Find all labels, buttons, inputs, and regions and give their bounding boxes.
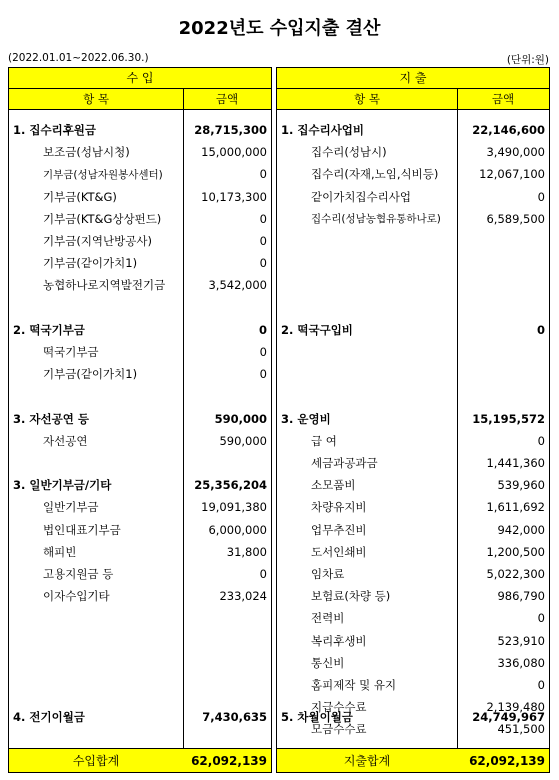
income-row-label: 기부금(지역난방공사)	[43, 234, 152, 248]
expense-row-label: 전력비	[311, 611, 345, 626]
income-row	[9, 230, 271, 252]
income-row	[9, 319, 271, 341]
expense-row	[277, 408, 549, 430]
income-row-amount: 19,091,380	[201, 500, 267, 515]
income-row	[9, 563, 271, 585]
unit-label: (단위:원)	[506, 54, 549, 66]
expense-row	[277, 319, 549, 341]
expense-row-amount: 3,490,000	[486, 145, 545, 160]
income-row	[9, 341, 271, 363]
expense-total-row	[277, 748, 549, 772]
income-row-label: 기부금(같이가치1)	[43, 256, 138, 271]
income-total-amount: 62,092,139	[191, 753, 267, 768]
expense-row-label: 업무추진비	[311, 522, 367, 537]
expense-row-amount: 523,910	[497, 633, 545, 648]
income-row-amount: 25,356,204	[194, 478, 267, 493]
expense-row-amount: 539,960	[497, 478, 545, 493]
expense-row-label: 집수리(성남농협유통하나로)	[311, 213, 441, 226]
income-row-label: 떡국기부금	[43, 345, 99, 359]
expense-row-amount: 986,790	[497, 589, 545, 604]
expense-row-label: 모금수수료	[311, 722, 367, 737]
expense-col-item: 항 목	[354, 92, 380, 106]
income-row-amount: 0	[259, 234, 267, 248]
income-row-amount: 233,024	[219, 589, 267, 604]
income-row-label: 보조금(성남시청)	[43, 145, 130, 160]
expense-row	[277, 674, 549, 696]
expense-row	[277, 208, 549, 230]
income-row-amount: 0	[259, 167, 267, 182]
expense-row-label: 통신비	[311, 655, 345, 670]
income-col-item: 항 목	[83, 92, 109, 106]
expense-row	[277, 607, 549, 629]
income-row	[9, 186, 271, 208]
income-table	[8, 67, 272, 773]
expense-row-label: 차량유지비	[311, 500, 367, 515]
income-total-label: 수입합계	[72, 754, 120, 768]
expense-row-amount: 0	[537, 433, 545, 448]
expense-row-label: 3. 운영비	[281, 411, 331, 426]
expense-col-amount: 금액	[491, 92, 515, 106]
income-row-label: 고용지원금 등	[43, 567, 114, 581]
expense-row-amount: 0	[536, 322, 545, 337]
income-row-label: 자선공연	[43, 433, 88, 448]
income-row	[9, 430, 271, 452]
expense-row-amount: 5,022,300	[486, 567, 545, 581]
income-row-amount: 15,000,000	[201, 145, 267, 160]
expense-row-amount: 1,200,500	[486, 544, 545, 559]
expense-row-amount: 1,611,692	[486, 500, 545, 515]
income-row-amount: 28,715,300	[194, 123, 267, 137]
expense-row-amount: 15,195,572	[472, 411, 545, 426]
expense-total-amount: 62,092,139	[469, 753, 545, 768]
expense-carryover-row	[277, 706, 549, 728]
income-row-label: 해피빈	[43, 544, 77, 559]
expense-row-label: 집수리(성남시)	[311, 145, 387, 160]
income-row-amount: 590,000	[214, 411, 267, 426]
expense-row-amount: 451,500	[497, 722, 545, 737]
expense-row	[277, 496, 549, 518]
income-row-label: 1. 집수리후원금	[13, 123, 97, 137]
income-row-amount: 0	[259, 567, 267, 581]
income-col-amount: 금액	[215, 92, 239, 106]
income-row-label: 기부금(성남자원봉사센터)	[43, 168, 163, 181]
expense-row-label: 집수리(자재,노임,식비등)	[311, 167, 439, 182]
expense-row-label: 1. 집수리사업비	[281, 123, 365, 137]
expense-row-label: 보험료(차량 등)	[311, 589, 391, 604]
expense-row-amount: 0	[537, 611, 545, 626]
expense-row	[277, 652, 549, 674]
income-row-label: 기부금(같이가치1)	[43, 367, 138, 382]
expense-row	[277, 474, 549, 496]
income-row	[9, 541, 271, 563]
expense-row-amount: 336,080	[497, 655, 545, 670]
expense-row-label: 2. 떡국구입비	[281, 322, 353, 337]
income-row-label: 이자수입기타	[43, 589, 110, 604]
income-row-label: 기부금(KT&G)	[43, 189, 117, 204]
income-row-label: 기부금(KT&G상상펀드)	[43, 211, 162, 226]
expense-row	[277, 186, 549, 208]
expense-row	[277, 585, 549, 607]
income-row-amount: 10,173,300	[201, 189, 267, 204]
expense-carryover-label: 5. 차월이월금	[281, 710, 353, 724]
period-range: (2022.01.01~2022.06.30.)	[8, 52, 149, 64]
income-row-label: 일반기부금	[43, 500, 99, 515]
income-row-amount: 6,000,000	[208, 522, 267, 537]
income-row-label: 2. 떡국기부금	[13, 322, 85, 337]
expense-row-label: 소모품비	[311, 478, 356, 493]
income-row-label: 농협하나로지역발전기금	[43, 278, 166, 293]
income-row	[9, 363, 271, 385]
expense-row-label: 홈피제작 및 유지	[311, 678, 397, 692]
page-title: 2022년도 수입지출 결산	[178, 18, 381, 39]
income-row	[9, 252, 271, 274]
income-row-amount: 3,542,000	[208, 278, 267, 293]
expense-row-label: 도서인쇄비	[311, 544, 367, 559]
expense-row-label: 세금과공과금	[311, 456, 378, 470]
expense-row	[277, 519, 549, 541]
income-row-amount: 0	[259, 256, 267, 271]
expense-row-label: 임차료	[311, 567, 345, 581]
income-total-row	[9, 748, 271, 772]
expense-row-label: 같이가치집수리사업	[311, 189, 411, 204]
income-carryover-row	[9, 706, 271, 728]
expense-carryover-amount: 24,749,967	[472, 710, 545, 724]
income-row-amount: 0	[259, 211, 267, 226]
expense-row-amount: 0	[537, 678, 545, 692]
income-row	[9, 496, 271, 518]
expense-row-amount: 0	[537, 189, 545, 204]
expense-row	[277, 141, 549, 163]
expense-header: 지 출	[277, 68, 549, 89]
income-row	[9, 519, 271, 541]
expense-row	[277, 541, 549, 563]
expense-row-amount: 1,441,360	[486, 456, 545, 470]
income-row-amount: 0	[258, 322, 267, 337]
expense-row-label: 급 여	[311, 433, 337, 448]
income-row	[9, 163, 271, 185]
expense-row-amount: 6,589,500	[486, 211, 545, 226]
income-row	[9, 585, 271, 607]
expense-row-label: 지급수수료	[311, 700, 367, 715]
income-row	[9, 208, 271, 230]
expense-row	[277, 563, 549, 585]
expense-row-amount: 942,000	[497, 522, 545, 537]
income-header: 수 입	[9, 68, 271, 89]
expense-row-amount: 12,067,100	[479, 167, 545, 182]
income-carryover-label: 4. 전기이월금	[13, 710, 85, 724]
income-row	[9, 119, 271, 141]
expense-row	[277, 163, 549, 185]
expense-column-header	[277, 89, 549, 110]
expense-row	[277, 119, 549, 141]
income-column-header	[9, 89, 271, 110]
expense-row	[277, 452, 549, 474]
income-row-label: 법인대표기부금	[43, 522, 121, 537]
income-row	[9, 408, 271, 430]
income-row-amount: 31,800	[226, 544, 267, 559]
expense-row-label: 복리후생비	[311, 633, 367, 648]
expense-total-label: 지출합계	[343, 754, 391, 768]
income-row	[9, 474, 271, 496]
expense-table	[276, 67, 550, 773]
expense-row-amount: 2,139,480	[486, 700, 545, 715]
income-row	[9, 141, 271, 163]
income-row-label: 3. 일반기부금/기타	[13, 478, 112, 493]
expense-row	[277, 630, 549, 652]
income-row-label: 3. 자선공연 등	[13, 411, 89, 426]
income-row-amount: 0	[259, 367, 267, 382]
income-carryover-amount: 7,430,635	[202, 710, 267, 724]
income-row-amount: 590,000	[219, 433, 267, 448]
income-row-amount: 0	[259, 345, 267, 359]
expense-row	[277, 430, 549, 452]
expense-row-amount: 22,146,600	[472, 123, 545, 137]
income-row	[9, 274, 271, 296]
